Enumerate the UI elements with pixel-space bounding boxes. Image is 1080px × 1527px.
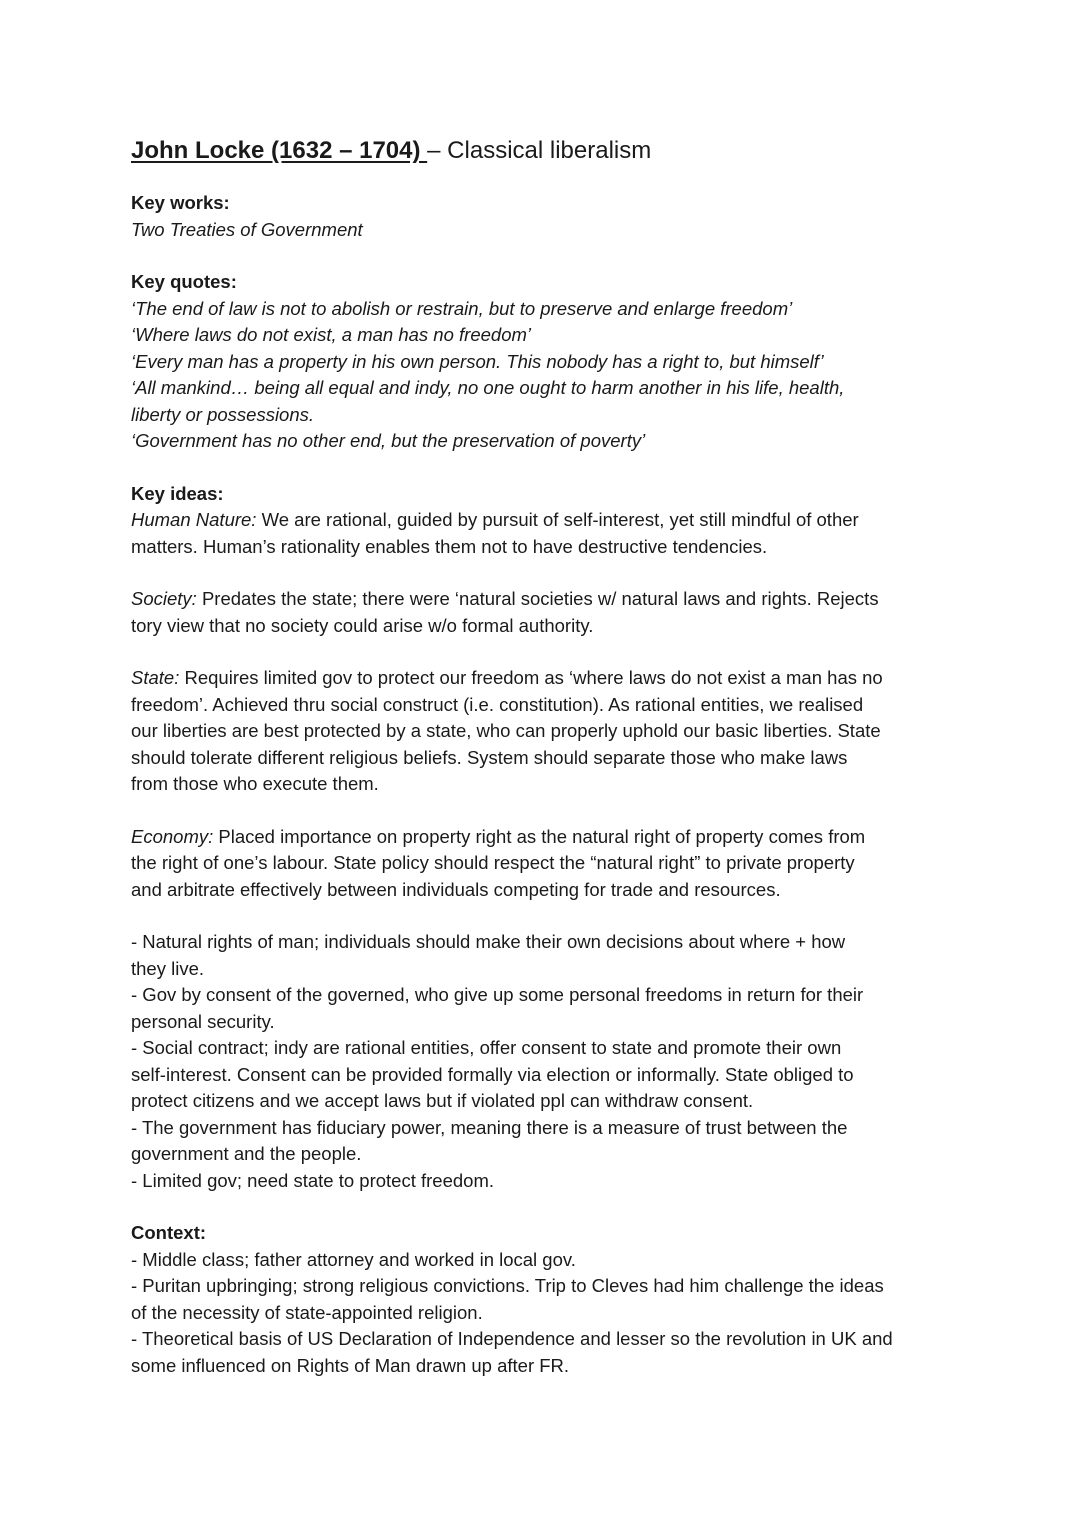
idea-label: Society: <box>131 588 197 609</box>
key-ideas-section <box>131 481 961 1195</box>
idea-label: Human Nature: <box>131 509 257 530</box>
key-ideas-heading: Key ideas: <box>131 482 224 504</box>
quote-line: ‘Government has no other end, but the preservation of poverty’ <box>131 430 646 451</box>
list-item: - Limited gov; need state to protect freedom. <box>131 1169 494 1191</box>
idea-text: our liberties are best protected by a state, who can properly uphold our basic liberties. State <box>131 720 881 741</box>
context-heading: Context: <box>131 1222 207 1243</box>
idea-text: We are rational, guided by pursuit of self-interest, yet still mindful of other <box>256 509 859 530</box>
idea-text: from those who execute them. <box>131 773 379 794</box>
quote-line: ‘All mankind… being all equal and indy, no one ought to harm another in his life, health, <box>131 377 845 398</box>
list-item: personal security. <box>131 1010 275 1032</box>
key-works-section <box>131 190 961 243</box>
quote-line: ‘Every man has a property in his own person. This nobody has a right to, but himself’ <box>131 350 824 372</box>
idea-text: tory view that no society could arise w/o formal authority. <box>131 614 594 636</box>
idea-text: and arbitrate effectively between individuals competing for trade and resources. <box>131 878 781 900</box>
idea-text: should tolerate different religious beliefs. System should separate those who make laws <box>131 746 848 768</box>
idea-label: Economy: <box>131 825 214 847</box>
idea-text: freedom’. Achieved thru social construct (i.e. constitution). As rational entities, we realised <box>131 693 864 715</box>
idea-bullet-list <box>131 929 961 1194</box>
list-item: - Middle class; father attorney and worked in local gov. <box>131 1248 576 1270</box>
title-subtitle: Classical liberalism <box>440 137 652 164</box>
key-work-item: Two Treaties of Government <box>131 218 363 240</box>
list-item: protect citizens and we accept laws but if violated ppl can withdraw consent. <box>131 1090 754 1111</box>
idea-text: Placed importance on property right as the natural right of property comes from <box>213 825 866 847</box>
title-name-dates: John Locke (1632 – 1704) <box>131 137 428 164</box>
idea-label: State: <box>131 667 180 688</box>
list-item: - Theoretical basis of US Declaration of Independence and lesser so the revolution in UK and <box>131 1328 893 1349</box>
list-item: - Natural rights of man; individuals should make their own decisions about where + how <box>131 931 846 952</box>
list-item: - Puritan upbringing; strong religious convictions. Trip to Cleves had him challenge the ideas <box>131 1275 884 1296</box>
list-item: of the necessity of state-appointed religion. <box>131 1301 483 1323</box>
key-quotes-heading: Key quotes: <box>131 271 237 292</box>
document-page <box>131 134 961 1379</box>
idea-paragraph-economy <box>131 824 961 904</box>
quote-line: ‘The end of law is not to abolish or restrain, but to preserve and enlarge freedom’ <box>131 297 793 319</box>
list-item: they live. <box>131 957 205 979</box>
list-item: government and the people. <box>131 1143 362 1164</box>
page-title <box>131 134 961 168</box>
list-item: self-interest. Consent can be provided formally via election or informally. State obliged to <box>131 1063 854 1085</box>
idea-text: Requires limited gov to protect our freedom as ‘where laws do not exist a man has no <box>179 667 883 688</box>
list-item: - The government has fiduciary power, meaning there is a measure of trust between the <box>131 1116 848 1138</box>
key-works-heading: Key works: <box>131 192 230 213</box>
key-quotes-section <box>131 269 961 455</box>
idea-paragraph-society <box>131 586 961 639</box>
context-section <box>131 1220 961 1379</box>
list-item: - Social contract; indy are rational entities, offer consent to state and promote their own <box>131 1037 842 1058</box>
list-item: some influenced on Rights of Man drawn up after FR. <box>131 1354 570 1376</box>
list-item: - Gov by consent of the governed, who give up some personal freedoms in return for their <box>131 984 864 1005</box>
idea-paragraph-state <box>131 665 961 798</box>
quote-line: liberty or possessions. <box>131 403 315 425</box>
idea-text: matters. Human’s rationality enables them not to have destructive tendencies. <box>131 535 768 557</box>
title-separator: – <box>427 137 441 164</box>
idea-text: the right of one’s labour. State policy should respect the “natural right” to private property <box>131 852 855 873</box>
idea-paragraph-human-nature <box>131 507 961 560</box>
quote-line: ‘Where laws do not exist, a man has no freedom’ <box>131 324 531 345</box>
idea-text: Predates the state; there were ‘natural societies w/ natural laws and rights. Rejects <box>196 588 879 609</box>
